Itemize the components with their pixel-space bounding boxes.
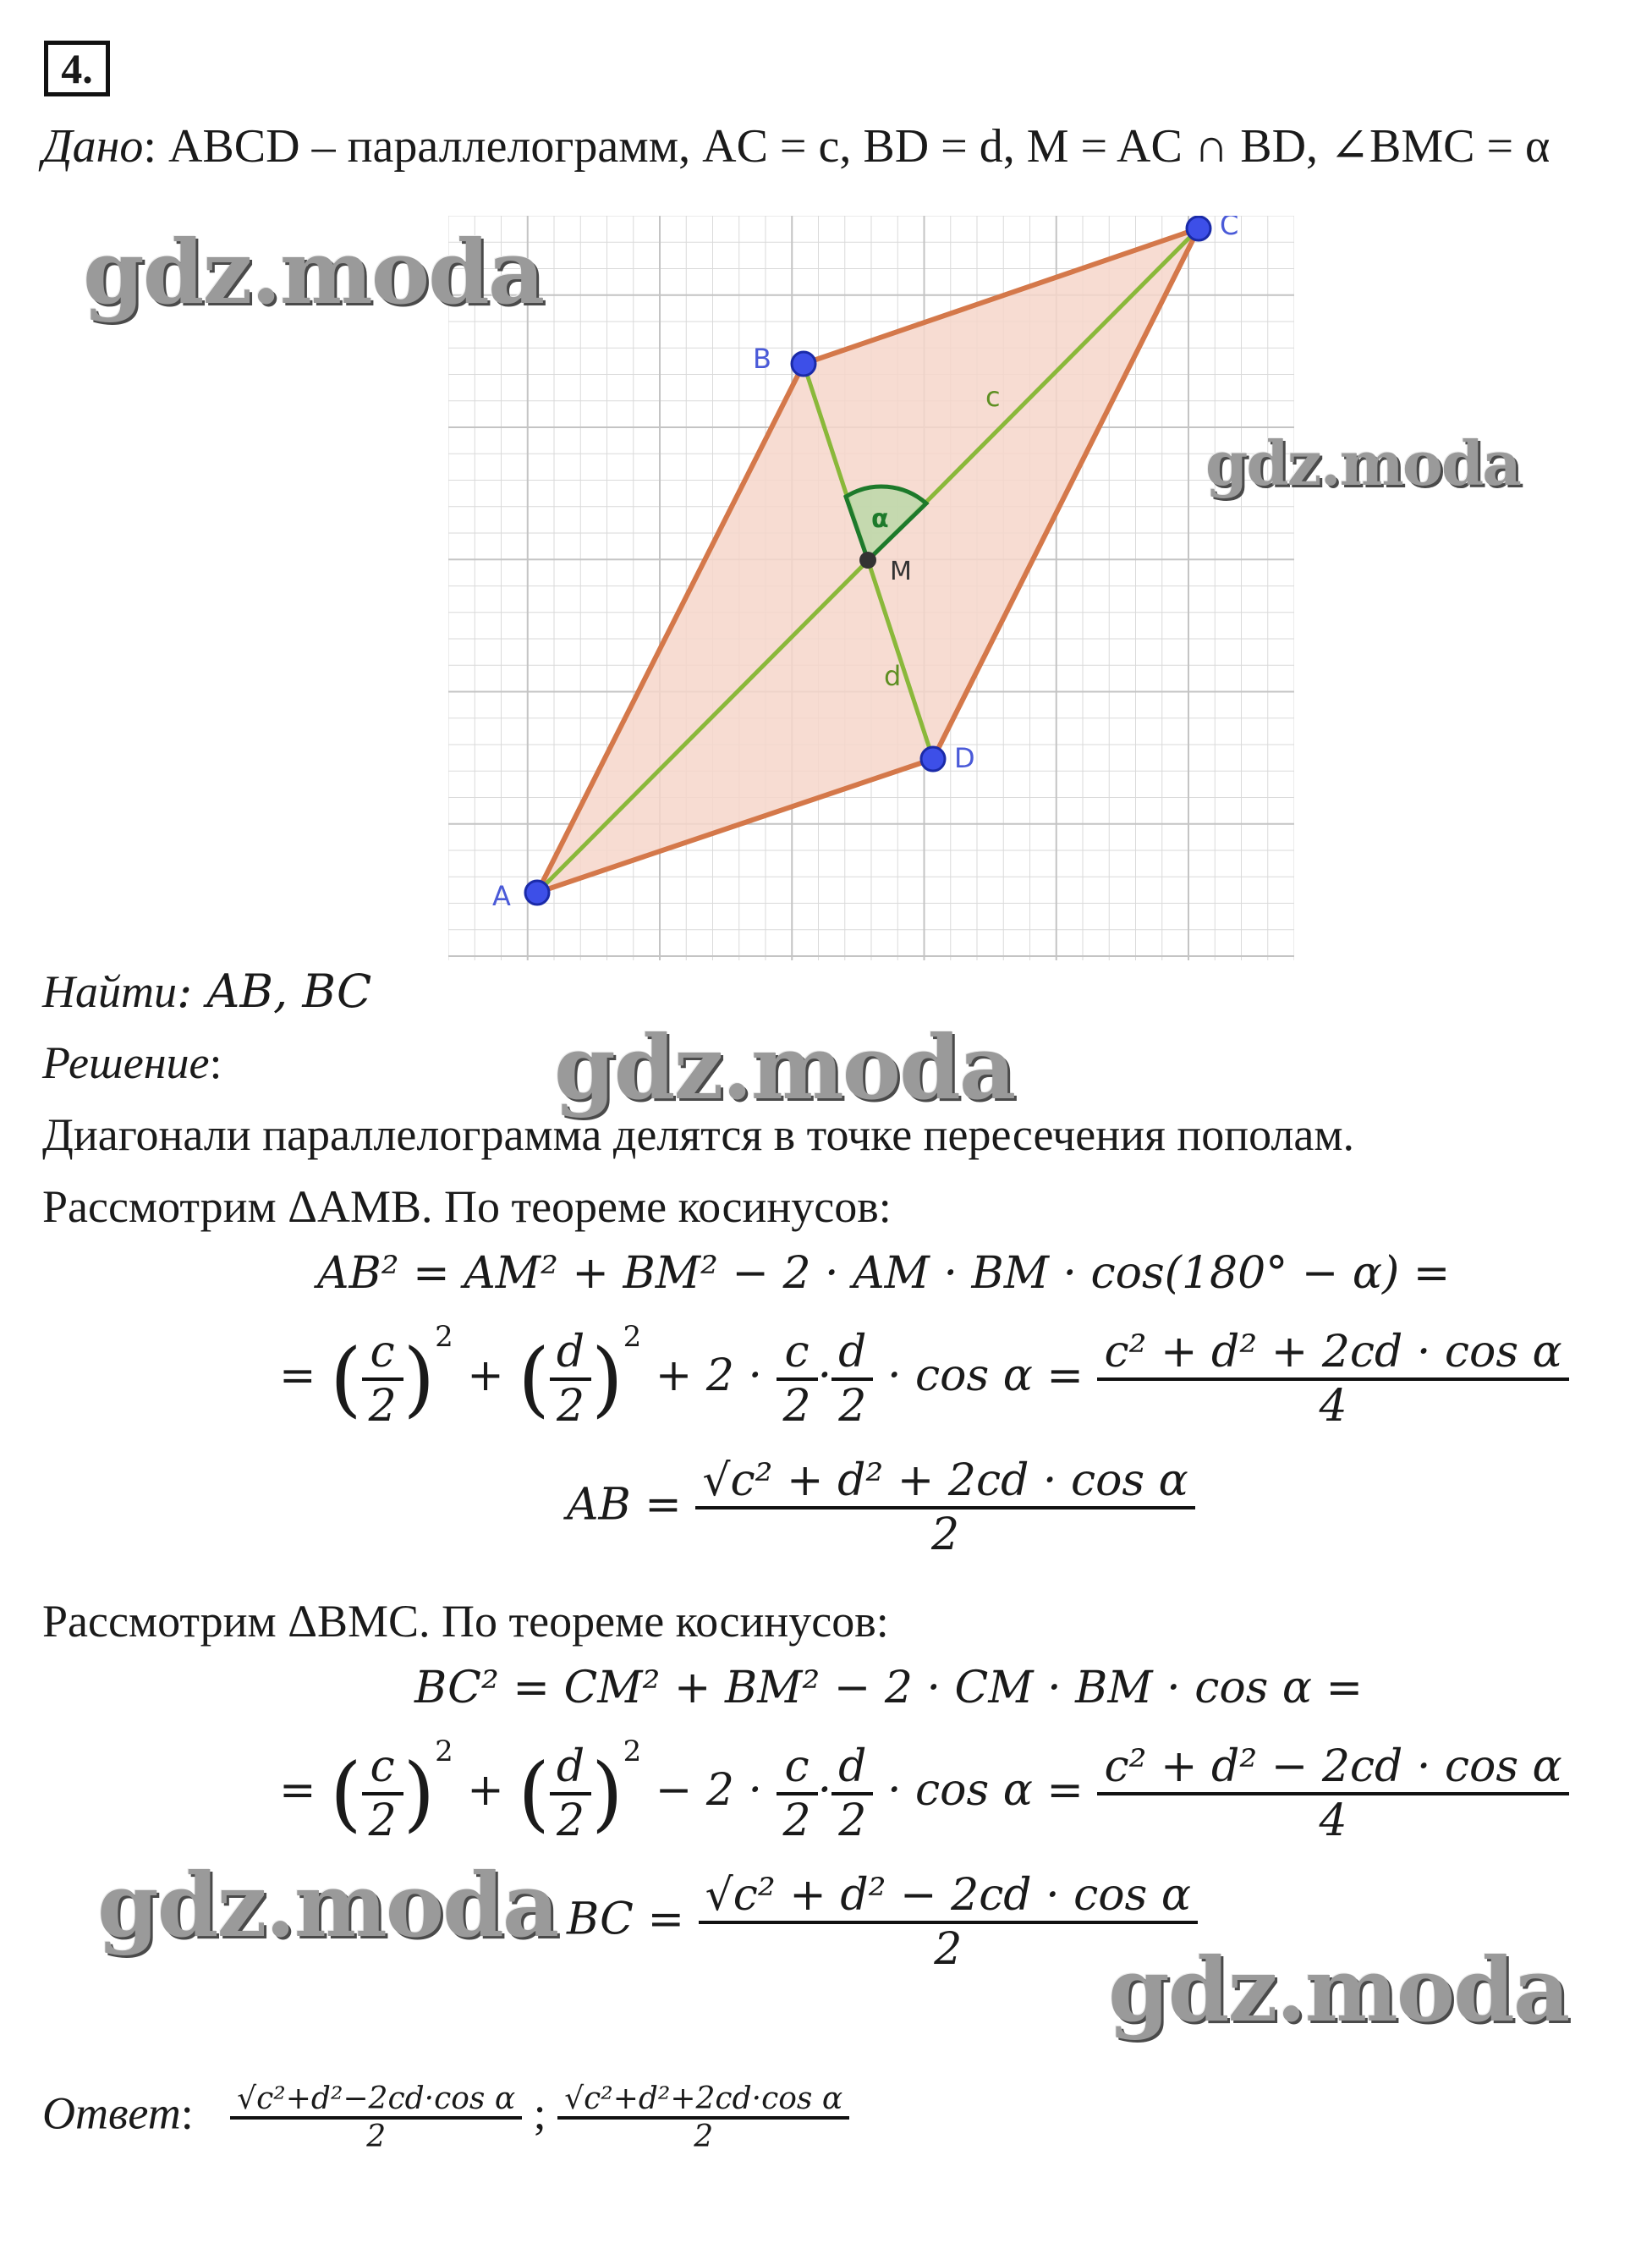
exponent: 2 (623, 1735, 642, 1768)
given-line (42, 118, 1550, 173)
frac-c-2 (362, 1741, 403, 1846)
paren-open: ( (330, 1331, 362, 1427)
answer-fraction-1 (230, 2081, 522, 2154)
frac-num: c (370, 1740, 395, 1792)
frac-den: 2 (362, 1377, 403, 1432)
frac-c-2b (777, 1741, 818, 1846)
label-d-point: D (954, 742, 975, 774)
paren-close: ) (591, 1331, 623, 1427)
bc-result (567, 1870, 1198, 1975)
ab-result (567, 1455, 1195, 1560)
ab-lhs: AB = (567, 1479, 682, 1531)
paren-close: ) (591, 1746, 623, 1841)
answer-colon: : (180, 2087, 194, 2139)
frac-num: c (784, 1740, 810, 1792)
given-text: : ABCD – параллелограмм, AC = c, BD = d, M = AC ∩ BD, ∠BMC = α (143, 120, 1550, 173)
label-d: d (884, 660, 902, 692)
label-c: c (985, 381, 1001, 413)
frac-d-2 (550, 1741, 591, 1846)
label-alpha: α (871, 504, 889, 534)
point-m (859, 552, 876, 569)
frac-num: c² + d² − 2cd · cos α (1104, 1740, 1562, 1792)
problem-number: 4. (44, 41, 110, 96)
frac-num: √c² + d² + 2cd · cos α (702, 1455, 1188, 1506)
frac-den: 2 (695, 1506, 1194, 1560)
point-b (792, 352, 815, 376)
label-a: A (492, 880, 511, 912)
answer-fraction-2 (557, 2081, 849, 2154)
solution-colon: : (209, 1037, 222, 1088)
frac-den: 2 (550, 1792, 591, 1846)
eq-sign: = (279, 1765, 316, 1816)
bmc-intro: Рассмотрим ΔBMC. По теореме косинусов: (42, 1596, 889, 1647)
exponent: 2 (623, 1320, 642, 1354)
frac-num: c (370, 1326, 395, 1377)
frac-d-2b (831, 1327, 873, 1432)
frac-d-2b (831, 1741, 873, 1846)
frac-num: √c²+d²−2cd·cos α (237, 2081, 516, 2116)
label-b: B (753, 343, 771, 375)
find-line (42, 965, 371, 1018)
paren-open: ( (518, 1331, 550, 1427)
answer-line (42, 2081, 849, 2154)
paren-open: ( (518, 1746, 550, 1841)
frac-num: c² + d² + 2cd · cos α (1104, 1326, 1562, 1377)
watermark: gdz.moda (1108, 1938, 1569, 2042)
amb-intro: Рассмотрим ΔAMB. По теореме косинусов: (42, 1181, 892, 1232)
paren-close: ) (403, 1331, 436, 1427)
bc-equation-2: = ( $\frac{c}{2}$ )$^2$ + ( $\frac{d}{2}$ )$^2$ − 2 · $\frac{c}{2}$ · $\frac{d}{2}$ · cos α = $\frac{\text{c² + d² − 2cd · cos α}}{4}$ (279, 1735, 1569, 1846)
given-label: Дано (42, 120, 144, 173)
ab-result-fraction (695, 1455, 1194, 1560)
plus-sign: + (467, 1350, 504, 1401)
bc-equation-1: BC² = CM² + BM² − 2 · CM · BM · cos α = (414, 1663, 1364, 1713)
frac-c-2b (777, 1327, 818, 1432)
watermark: gdz.moda (83, 220, 544, 324)
eq-sign: = (279, 1350, 316, 1401)
coef: − 2 · (655, 1765, 763, 1816)
frac-den: 2 (831, 1792, 873, 1846)
coef: + 2 · (655, 1350, 763, 1401)
watermark: gdz.moda (97, 1853, 558, 1957)
answer-separator: ; (533, 2087, 546, 2139)
frac-den: 2 (699, 1921, 1198, 1975)
paren-open: ( (330, 1746, 362, 1841)
frac-den: 2 (777, 1377, 818, 1432)
parallelogram-diagram (448, 216, 1294, 960)
watermark: gdz.moda (1205, 427, 1520, 499)
exponent: 2 (435, 1735, 453, 1768)
frac-num: √c² + d² − 2cd · cos α (705, 1870, 1191, 1921)
exponent: 2 (435, 1320, 453, 1354)
frac-num: d (838, 1326, 867, 1377)
plus-sign: + (467, 1765, 504, 1816)
diagonals-statement: Диагонали параллелограмма делятся в точке пересечения пополам. (42, 1109, 1355, 1160)
frac-num: d (838, 1740, 867, 1792)
frac-d-2 (550, 1327, 591, 1432)
point-a (525, 881, 549, 905)
frac-num: √c²+d²+2cd·cos α (564, 2081, 843, 2116)
label-m: M (890, 557, 912, 586)
watermark: gdz.moda (554, 1015, 1015, 1119)
frac-den: 2 (230, 2116, 522, 2154)
frac-den: 4 (1097, 1792, 1568, 1846)
point-d (921, 747, 945, 771)
frac-den: 2 (831, 1377, 873, 1432)
cos-term: · cos α = (887, 1350, 1084, 1401)
answer-label: Ответ (42, 2087, 181, 2139)
frac-num: c (784, 1326, 810, 1377)
frac-num: d (556, 1326, 585, 1377)
ab-equation-2: = ( $\frac{c}{2}$ )$^2$ + ( $\frac{d}{2}$ )$^2$ + 2 · $\frac{c}{2}$ · $\frac{d}{2}$ · cos α = $\frac{\text{c² + d² + 2cd · cos α}}{4}$ (279, 1320, 1569, 1432)
find-label: Найти (42, 966, 177, 1017)
frac-den: 2 (550, 1377, 591, 1432)
paren-close: ) (403, 1746, 436, 1841)
frac-num: d (556, 1740, 585, 1792)
bc-squared-fraction (1097, 1741, 1568, 1846)
bc-lhs: BC = (567, 1894, 685, 1945)
frac-den: 2 (362, 1792, 403, 1846)
solution-label: Решение (42, 1037, 210, 1088)
frac-den: 2 (557, 2116, 849, 2154)
frac-den: 4 (1097, 1377, 1568, 1432)
frac-c-2 (362, 1327, 403, 1432)
label-c-point: C (1220, 216, 1239, 241)
frac-den: 2 (777, 1792, 818, 1846)
ab-equation-1: AB² = AM² + BM² − 2 · AM · BM · cos(180° − α) = (317, 1248, 1451, 1299)
ab-squared-fraction (1097, 1327, 1568, 1432)
cos-term: · cos α = (887, 1765, 1084, 1816)
point-c (1187, 217, 1210, 240)
solution-line (42, 1037, 222, 1089)
find-text: : AB, BC (177, 965, 372, 1018)
